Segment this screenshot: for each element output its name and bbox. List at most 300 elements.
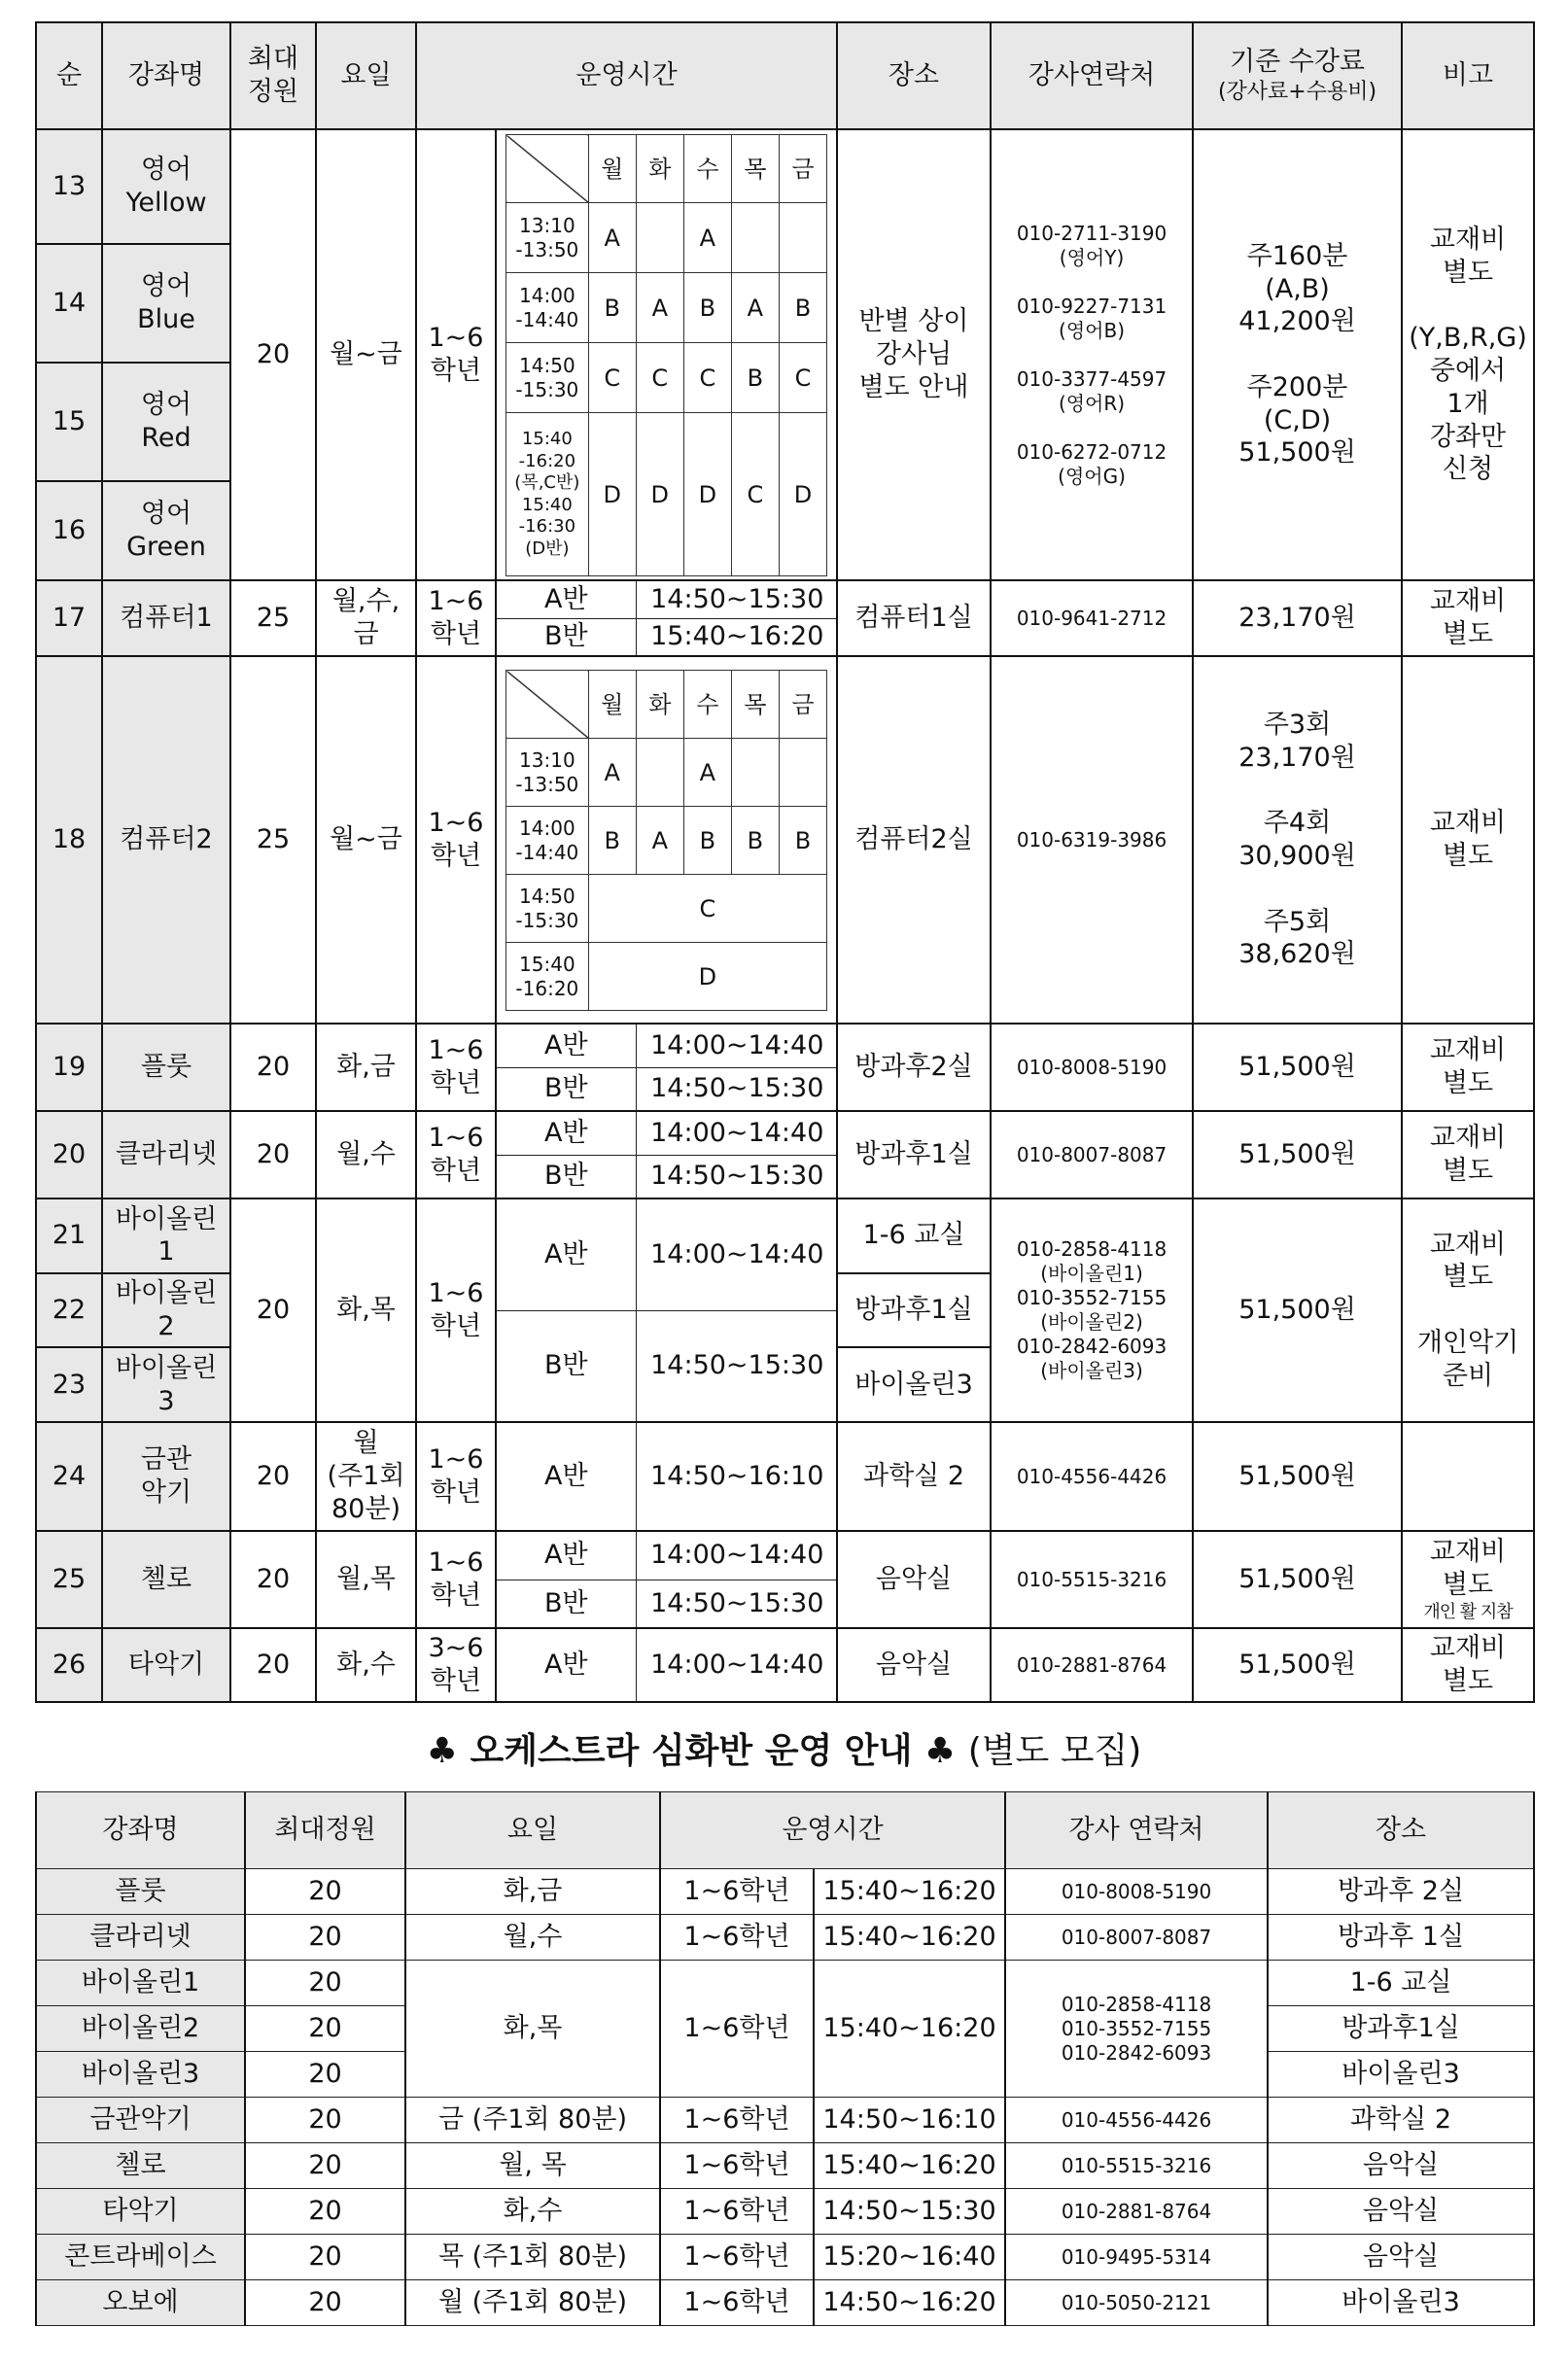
time-cell bbox=[496, 656, 837, 1024]
row-no: 17 bbox=[36, 580, 102, 656]
day: 화,목 bbox=[316, 1198, 416, 1422]
col-time: 운영시간 bbox=[416, 22, 837, 129]
slot-class: D bbox=[779, 413, 826, 576]
note bbox=[1402, 1531, 1534, 1628]
schedule-body bbox=[36, 129, 1534, 1702]
grade: 1~6학년 bbox=[660, 1961, 814, 2098]
fee: 51,500원 bbox=[1193, 1024, 1402, 1111]
note: 교재비 별도 개인악기 준비 bbox=[1402, 1198, 1534, 1422]
contact: 010-9495-5314 bbox=[1005, 2235, 1268, 2280]
orchestra-row bbox=[36, 2098, 1534, 2143]
class-label: A반 bbox=[497, 1532, 636, 1580]
note: 교재비 별도 bbox=[1402, 1111, 1534, 1198]
slot-merged-class: D bbox=[588, 943, 826, 1011]
course-name: 타악기 bbox=[36, 2189, 245, 2235]
col-capacity: 최대 정원 bbox=[230, 22, 316, 129]
place: 방과후1실 bbox=[837, 1273, 991, 1348]
class-split bbox=[497, 1112, 837, 1198]
contact: 010-2858-4118 (바이올린1) 010-3552-7155 (바이올린2) 010-2842-6093 (바이올린3) bbox=[991, 1198, 1193, 1422]
row-no: 23 bbox=[36, 1347, 102, 1422]
class-split bbox=[497, 1025, 837, 1110]
contact: 010-2881-8764 bbox=[991, 1628, 1193, 1702]
place: 방과후2실 bbox=[837, 1024, 991, 1111]
day: 월,수, 금 bbox=[316, 580, 416, 656]
cello-row bbox=[36, 1531, 1534, 1628]
contact: 010-5515-3216 bbox=[991, 1531, 1193, 1628]
slot-class: C bbox=[731, 413, 779, 576]
fee: 23,170원 bbox=[1193, 580, 1402, 656]
lesson-row bbox=[36, 1111, 1534, 1198]
day: 화,금 bbox=[316, 1024, 416, 1111]
course-name: 플룻 bbox=[102, 1024, 230, 1111]
col-capacity: 최대정원 bbox=[245, 1792, 405, 1869]
capacity: 20 bbox=[245, 2235, 405, 2280]
slot-time: 15:40 -16:20 (목,C반) 15:40 -16:30 (D반) bbox=[506, 413, 589, 576]
contact: 010-4556-4426 bbox=[1005, 2098, 1268, 2143]
col-day: 요일 bbox=[405, 1792, 660, 1869]
slot-class: A bbox=[683, 739, 731, 807]
contact: 010-5515-3216 bbox=[1005, 2143, 1268, 2189]
slot-class: C bbox=[588, 343, 636, 413]
slot-class: A bbox=[588, 739, 636, 807]
class-label: A반 bbox=[497, 581, 636, 618]
note: 교재비 별도 bbox=[1402, 580, 1534, 656]
capacity: 20 bbox=[245, 1915, 405, 1961]
class-split bbox=[497, 581, 837, 655]
contact: 010-5050-2121 bbox=[1005, 2280, 1268, 2326]
weekly-schedule-grid bbox=[505, 670, 827, 1011]
english-row bbox=[36, 129, 1534, 244]
place: 음악실 bbox=[837, 1628, 991, 1702]
slot-class: D bbox=[588, 413, 636, 576]
fee: 51,500원 bbox=[1193, 1198, 1402, 1422]
day: 월,수 bbox=[316, 1111, 416, 1198]
weekday-label: 금 bbox=[779, 671, 826, 739]
slot-class: B bbox=[683, 807, 731, 875]
class-row bbox=[497, 1532, 837, 1580]
day: 월~금 bbox=[316, 656, 416, 1024]
time-cell bbox=[496, 1111, 837, 1198]
grid-slot-row bbox=[506, 413, 827, 576]
class-time: 14:00~14:40 bbox=[636, 1199, 837, 1310]
time-cell bbox=[496, 580, 837, 656]
row-no: 24 bbox=[36, 1422, 102, 1531]
time-cell bbox=[496, 1024, 837, 1111]
class-time: 14:50~15:30 bbox=[650, 1587, 824, 1618]
place: 음악실 bbox=[1268, 2143, 1534, 2189]
class-row bbox=[497, 1025, 837, 1067]
time: 15:20~16:40 bbox=[814, 2235, 1005, 2280]
class-row bbox=[497, 581, 837, 618]
slot-class: B bbox=[731, 343, 779, 413]
course-name: 바이올린2 bbox=[36, 2006, 245, 2052]
capacity: 20 bbox=[230, 129, 316, 580]
place: 바이올린3 bbox=[837, 1347, 991, 1422]
capacity: 20 bbox=[230, 1628, 316, 1702]
class-row bbox=[497, 1199, 837, 1310]
class-split bbox=[497, 1629, 837, 1701]
course-name: 클라리넷 bbox=[102, 1111, 230, 1198]
course-name: 영어 Yellow bbox=[102, 129, 230, 244]
weekly-schedule-grid bbox=[505, 134, 827, 576]
time-cell bbox=[496, 1628, 837, 1702]
slot-time: 14:50 -15:30 bbox=[506, 343, 589, 413]
place: 방과후1실 bbox=[837, 1111, 991, 1198]
capacity: 20 bbox=[245, 1961, 405, 2006]
row-no: 22 bbox=[36, 1273, 102, 1348]
place: 음악실 bbox=[1268, 2189, 1534, 2235]
class-label: B반 bbox=[497, 1580, 636, 1627]
slot-class: A bbox=[636, 807, 683, 875]
class-time: 14:00~14:40 bbox=[636, 1532, 837, 1580]
schedule-grid-box bbox=[505, 134, 827, 575]
col-place: 장소 bbox=[1268, 1792, 1534, 1869]
slot-class: A bbox=[588, 203, 636, 273]
slot-class: A bbox=[683, 203, 731, 273]
slot-class: C bbox=[636, 343, 683, 413]
course-name: 콘트라베이스 bbox=[36, 2235, 245, 2280]
class-row bbox=[497, 1310, 837, 1421]
place: 바이올린3 bbox=[1268, 2052, 1534, 2098]
grid-slot-row bbox=[506, 943, 827, 1011]
slot-time: 14:00 -14:40 bbox=[506, 273, 589, 343]
col-day: 요일 bbox=[316, 22, 416, 129]
col-contact: 강사연락처 bbox=[991, 22, 1193, 129]
contact: 010-8007-8087 bbox=[1005, 1915, 1268, 1961]
weekday-label: 금 bbox=[779, 135, 826, 203]
course-name: 바이올린 1 bbox=[102, 1198, 230, 1273]
grade: 1~6학년 bbox=[660, 1915, 814, 1961]
col-name: 강좌명 bbox=[102, 22, 230, 129]
class-time: 14:50~15:30 bbox=[650, 1161, 824, 1192]
class-split bbox=[497, 1532, 837, 1627]
grid-header-row bbox=[506, 671, 827, 739]
day: 월, 목 bbox=[405, 2143, 660, 2189]
contact: 010-8007-8087 bbox=[991, 1111, 1193, 1198]
grade: 1~6학년 bbox=[660, 2235, 814, 2280]
place: 반별 상이 강사님 별도 안내 bbox=[837, 129, 991, 580]
fee: 주3회 23,170원 주4회 30,900원 주5회 38,620원 bbox=[1193, 656, 1402, 1024]
row-no: 16 bbox=[36, 481, 102, 580]
computer1-row bbox=[36, 580, 1534, 656]
class-time: 14:50~15:30 bbox=[650, 1073, 824, 1104]
class-row bbox=[497, 1580, 837, 1627]
orchestra-row bbox=[36, 2280, 1534, 2326]
course-name: 첼로 bbox=[102, 1531, 230, 1628]
class-label: B반 bbox=[497, 618, 636, 655]
capacity: 20 bbox=[230, 1024, 316, 1111]
time-cell bbox=[496, 129, 837, 580]
contact: 010-2711-3190 (영어Y) 010-9227-7131 (영어B) 010-3377-4597 (영어R) 010-6272-0712 (영어G) bbox=[991, 129, 1193, 580]
place: 컴퓨터2실 bbox=[837, 656, 991, 1024]
computer2-row bbox=[36, 656, 1534, 1024]
course-name: 바이올린1 bbox=[36, 1961, 245, 2006]
place: 컴퓨터1실 bbox=[837, 580, 991, 656]
grid-header-row bbox=[506, 135, 827, 203]
note: 교재비 별도 bbox=[1402, 1628, 1534, 1702]
grid-slot-row bbox=[506, 203, 827, 273]
contact: 010-2858-4118 010-3552-7155 010-2842-6093 bbox=[1005, 1961, 1268, 2098]
course-name: 컴퓨터1 bbox=[102, 580, 230, 656]
col-note: 비고 bbox=[1402, 22, 1534, 129]
note-small: 개인 활 지참 bbox=[1423, 1601, 1513, 1622]
day: 화,목 bbox=[405, 1961, 660, 2098]
day: 화,수 bbox=[405, 2189, 660, 2235]
capacity: 20 bbox=[230, 1198, 316, 1422]
weekday-label: 월 bbox=[588, 135, 636, 203]
class-label: A반 bbox=[497, 1025, 636, 1067]
grid-slot-row bbox=[506, 739, 827, 807]
course-name: 플룻 bbox=[36, 1869, 245, 1915]
class-row bbox=[497, 1423, 837, 1530]
grade: 1~6학년 bbox=[660, 2143, 814, 2189]
class-label: A반 bbox=[497, 1199, 636, 1310]
col-place: 장소 bbox=[837, 22, 991, 129]
day: 월,목 bbox=[316, 1531, 416, 1628]
capacity: 20 bbox=[245, 2006, 405, 2052]
grade: 1~6 학년 bbox=[416, 1111, 496, 1198]
orchestra-row bbox=[36, 2143, 1534, 2189]
course-name: 금관악기 bbox=[36, 2098, 245, 2143]
course-name: 영어 Blue bbox=[102, 244, 230, 363]
slot-class bbox=[779, 739, 826, 807]
grade: 1~6학년 bbox=[660, 2189, 814, 2235]
time: 15:40~16:20 bbox=[814, 1961, 1005, 2098]
col-name: 강좌명 bbox=[36, 1792, 245, 1869]
row-no: 14 bbox=[36, 244, 102, 363]
weekday-label: 화 bbox=[636, 135, 683, 203]
slot-merged-class: C bbox=[588, 875, 826, 943]
contact: 010-9641-2712 bbox=[991, 580, 1193, 656]
note: 교재비 별도 bbox=[1402, 656, 1534, 1024]
class-time: 14:00~14:40 bbox=[636, 1025, 837, 1067]
class-label: B반 bbox=[497, 1155, 636, 1198]
time: 15:40~16:20 bbox=[814, 1915, 1005, 1961]
slot-class bbox=[731, 203, 779, 273]
time: 14:50~16:10 bbox=[814, 2098, 1005, 2143]
place: 과학실 2 bbox=[837, 1422, 991, 1531]
class-row bbox=[497, 1067, 837, 1110]
orchestra-title: ♣ 오케스트라 심화반 운영 안내 ♣ bbox=[426, 1731, 957, 1771]
place: 음악실 bbox=[1268, 2235, 1534, 2280]
grid-slot-row bbox=[506, 807, 827, 875]
class-split bbox=[497, 1423, 837, 1530]
slot-class bbox=[731, 739, 779, 807]
fee-label: 기준 수강료 bbox=[1230, 47, 1366, 78]
course-name: 클라리넷 bbox=[36, 1915, 245, 1961]
class-time: 14:00~14:40 bbox=[636, 1112, 837, 1155]
class-label: A반 bbox=[497, 1423, 636, 1530]
slot-class: A bbox=[731, 273, 779, 343]
grade: 1~6 학년 bbox=[416, 656, 496, 1024]
note: 교재비 별도 (Y,B,R,G) 중에서 1개 강좌만 신청 bbox=[1402, 129, 1534, 580]
class-label: A반 bbox=[497, 1629, 636, 1701]
grid-corner-cell bbox=[506, 135, 589, 203]
note bbox=[1402, 1422, 1534, 1531]
class-row bbox=[497, 1629, 837, 1701]
contact: 010-8008-5190 bbox=[1005, 1869, 1268, 1915]
fee: 51,500원 bbox=[1193, 1422, 1402, 1531]
time: 15:40~16:20 bbox=[814, 1869, 1005, 1915]
capacity: 20 bbox=[245, 1869, 405, 1915]
grid-corner-cell bbox=[506, 671, 589, 739]
slot-class bbox=[779, 203, 826, 273]
weekday-label: 화 bbox=[636, 671, 683, 739]
percussion-row bbox=[36, 1628, 1534, 1702]
day: 목 (주1회 80분) bbox=[405, 2235, 660, 2280]
class-row bbox=[497, 618, 837, 655]
course-name: 금관 악기 bbox=[102, 1422, 230, 1531]
capacity: 20 bbox=[245, 2143, 405, 2189]
grade: 1~6 학년 bbox=[416, 1531, 496, 1628]
capacity: 20 bbox=[230, 1111, 316, 1198]
day: 월,수 bbox=[405, 1915, 660, 1961]
course-name: 오보에 bbox=[36, 2280, 245, 2326]
slot-class: B bbox=[779, 807, 826, 875]
time-cell bbox=[496, 1422, 837, 1531]
place: 1-6 교실 bbox=[1268, 1961, 1534, 2006]
slot-time: 15:40 -16:20 bbox=[506, 943, 589, 1011]
place: 바이올린3 bbox=[1268, 2280, 1534, 2326]
capacity: 20 bbox=[245, 2098, 405, 2143]
brass-row bbox=[36, 1422, 1534, 1531]
class-label: B반 bbox=[497, 1310, 636, 1421]
row-no: 25 bbox=[36, 1531, 102, 1628]
time-cell bbox=[496, 1198, 837, 1422]
lesson-row bbox=[36, 1024, 1534, 1111]
course-name: 영어 Red bbox=[102, 363, 230, 481]
weekday-label: 목 bbox=[731, 671, 779, 739]
day: 화,수 bbox=[316, 1628, 416, 1702]
time: 15:40~16:20 bbox=[814, 2143, 1005, 2189]
capacity: 20 bbox=[230, 1422, 316, 1531]
slot-time: 14:50 -15:30 bbox=[506, 875, 589, 943]
row-no: 26 bbox=[36, 1628, 102, 1702]
place: 음악실 bbox=[837, 1531, 991, 1628]
course-name: 타악기 bbox=[102, 1628, 230, 1702]
capacity: 20 bbox=[245, 2189, 405, 2235]
weekday-label: 수 bbox=[683, 671, 731, 739]
day: 월~금 bbox=[316, 129, 416, 580]
orchestra-row bbox=[36, 2235, 1534, 2280]
place: 과학실 2 bbox=[1268, 2098, 1534, 2143]
slot-class: D bbox=[683, 413, 731, 576]
slot-class bbox=[636, 203, 683, 273]
slot-class: B bbox=[779, 273, 826, 343]
fee: 51,500원 bbox=[1193, 1628, 1402, 1702]
place: 방과후 1실 bbox=[1268, 1915, 1534, 1961]
orchestra-row bbox=[36, 1915, 1534, 1961]
class-label: A반 bbox=[497, 1112, 636, 1155]
orchestra-violin-row bbox=[36, 1961, 1534, 2006]
slot-class: A bbox=[636, 273, 683, 343]
grade: 3~6 학년 bbox=[416, 1628, 496, 1702]
violin-row bbox=[36, 1198, 1534, 1273]
orchestra-row bbox=[36, 2189, 1534, 2235]
grid-slot-row bbox=[506, 875, 827, 943]
note: 교재비 별도 bbox=[1402, 1024, 1534, 1111]
orchestra-heading bbox=[0, 1723, 1568, 1773]
slot-class: B bbox=[588, 807, 636, 875]
class-split bbox=[497, 1199, 837, 1421]
course-name: 컴퓨터2 bbox=[102, 656, 230, 1024]
orchestra-title-note: (별도 모집) bbox=[967, 1731, 1142, 1771]
capacity: 20 bbox=[245, 2280, 405, 2326]
weekday-label: 수 bbox=[683, 135, 731, 203]
grade: 1~6 학년 bbox=[416, 1024, 496, 1111]
capacity: 25 bbox=[230, 656, 316, 1024]
weekday-label: 월 bbox=[588, 671, 636, 739]
grade: 1~6학년 bbox=[660, 2280, 814, 2326]
day: 월 (주1회 80분) bbox=[316, 1422, 416, 1531]
orchestra-header-row bbox=[36, 1792, 1534, 1869]
class-row bbox=[497, 1155, 837, 1198]
class-time: 14:50~15:30 bbox=[636, 581, 837, 618]
course-name: 영어 Green bbox=[102, 481, 230, 580]
slot-time: 13:10 -13:50 bbox=[506, 203, 589, 273]
fee: 주160분 (A,B) 41,200원 주200분 (C,D) 51,500원 bbox=[1193, 129, 1402, 580]
course-name: 바이올린 3 bbox=[102, 1347, 230, 1422]
fee: 51,500원 bbox=[1193, 1531, 1402, 1628]
capacity: 20 bbox=[245, 2052, 405, 2098]
fee-sublabel: (강사료+수용비) bbox=[1217, 80, 1377, 105]
place: 1-6 교실 bbox=[837, 1198, 991, 1273]
grid-slot-row bbox=[506, 273, 827, 343]
col-time: 운영시간 bbox=[660, 1792, 1005, 1869]
place: 방과후1실 bbox=[1268, 2006, 1534, 2052]
slot-class: B bbox=[683, 273, 731, 343]
day: 금 (주1회 80분) bbox=[405, 2098, 660, 2143]
slot-class: C bbox=[779, 343, 826, 413]
contact: 010-4556-4426 bbox=[991, 1422, 1193, 1531]
row-no: 20 bbox=[36, 1111, 102, 1198]
time-cell bbox=[496, 1531, 837, 1628]
grade: 1~6 학년 bbox=[416, 1198, 496, 1422]
slot-class: D bbox=[636, 413, 683, 576]
orchestra-table bbox=[35, 1791, 1535, 2326]
capacity: 20 bbox=[230, 1531, 316, 1628]
slot-class: B bbox=[731, 807, 779, 875]
class-time: 15:40~16:20 bbox=[650, 621, 824, 652]
fee: 51,500원 bbox=[1193, 1111, 1402, 1198]
class-row bbox=[497, 1112, 837, 1155]
day: 월 (주1회 80분) bbox=[405, 2280, 660, 2326]
row-no: 21 bbox=[36, 1198, 102, 1273]
slot-time: 14:00 -14:40 bbox=[506, 807, 589, 875]
orchestra-body bbox=[36, 1792, 1534, 2326]
day: 화,금 bbox=[405, 1869, 660, 1915]
grade: 1~6 학년 bbox=[416, 580, 496, 656]
row-no: 18 bbox=[36, 656, 102, 1024]
course-name: 바이올린 2 bbox=[102, 1273, 230, 1348]
program-schedule-table bbox=[35, 21, 1535, 1703]
slot-class: C bbox=[683, 343, 731, 413]
grid-slot-row bbox=[506, 343, 827, 413]
col-no: 순 bbox=[36, 22, 102, 129]
class-time: 14:50~15:30 bbox=[650, 1350, 824, 1381]
orchestra-row bbox=[36, 1869, 1534, 1915]
slot-time: 13:10 -13:50 bbox=[506, 739, 589, 807]
grade: 1~6학년 bbox=[660, 1869, 814, 1915]
class-time: 14:00~14:40 bbox=[650, 1650, 824, 1681]
capacity: 25 bbox=[230, 580, 316, 656]
slot-class: B bbox=[588, 273, 636, 343]
class-time: 14:50~16:10 bbox=[650, 1461, 824, 1492]
grade: 1~6학년 bbox=[660, 2098, 814, 2143]
place: 방과후 2실 bbox=[1268, 1869, 1534, 1915]
row-no: 19 bbox=[36, 1024, 102, 1111]
row-no: 13 bbox=[36, 129, 102, 244]
